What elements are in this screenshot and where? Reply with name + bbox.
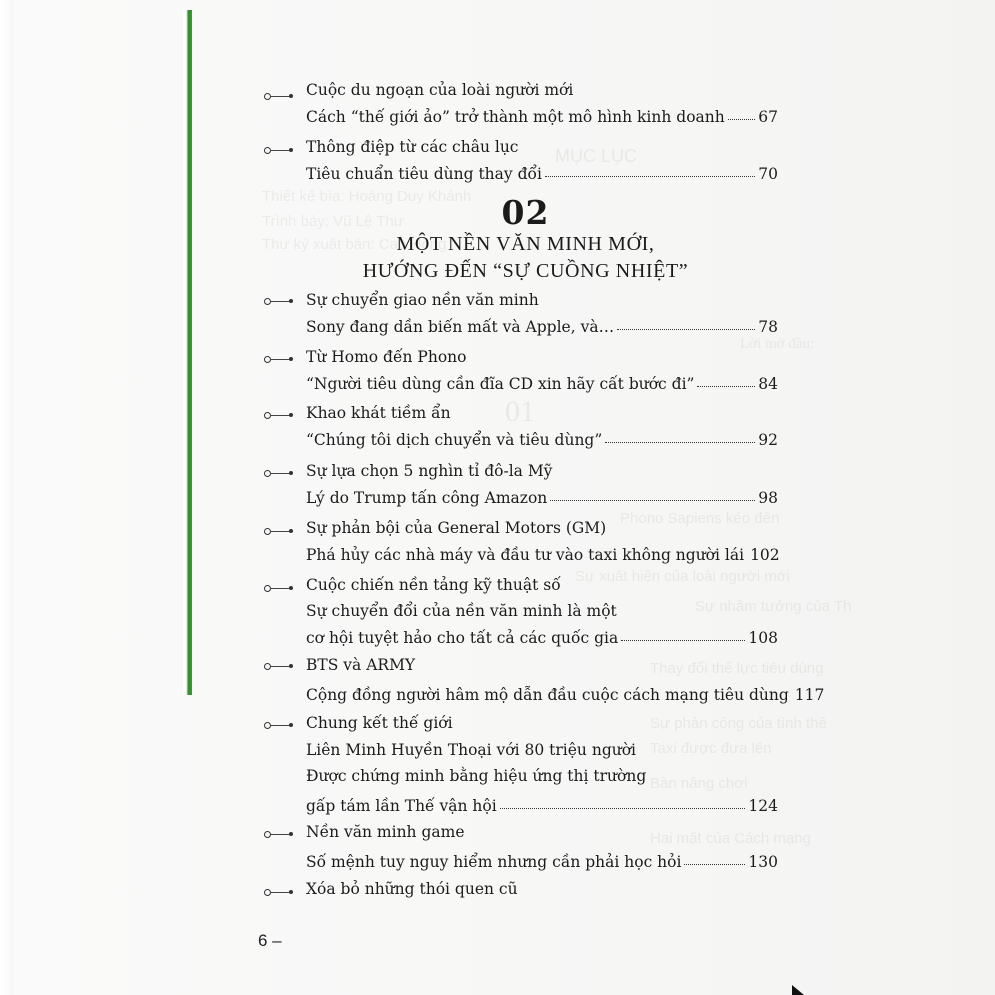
show-through-text: Thư ký xuất bản: Cao Hồng [262,236,447,253]
ring-line-dot-bullet-icon [264,93,298,101]
entry-line: Được chứng minh bằng hiệu ứng thị trường [306,767,647,785]
show-through-text: Phono Sapiens kéo đến [620,510,780,527]
entry-heading: Cuộc chiến nền tảng kỹ thuật số [306,576,561,594]
show-through-text: Trình bày: Vũ Lệ Thư [262,213,404,230]
entry-line[interactable]: cơ hội tuyệt hảo cho tất cả các quốc gia 108 [306,624,778,650]
entry-line: Liên Minh Huyền Thoại với 80 triệu người [306,741,637,759]
show-through-text: Sự nhầm tưởng của Th [695,598,852,615]
show-through-text: Sự phản công của tình thế [650,715,827,732]
entry-heading: BTS và ARMY [306,656,416,674]
entry-line[interactable]: Tiêu chuẩn tiêu dùng thay đổi 70 [306,160,778,186]
entry-line[interactable]: “Chúng tôi dịch chuyển và tiêu dùng” 92 [306,426,778,452]
page-number: 124 [748,797,778,815]
chapter-title-line-2: HƯỚNG ĐẾN “SỰ CUỒNG NHIỆT” [362,260,689,282]
page-number: 108 [748,629,778,647]
show-through-text: 01 [505,395,535,428]
entry-heading: Xóa bỏ những thói quen cũ [306,880,518,898]
ring-line-dot-bullet-icon [264,722,298,730]
ring-line-dot-bullet-icon [264,412,298,420]
entry-line[interactable]: gấp tám lần Thế vận hội 124 [306,792,778,818]
corner-mark [792,985,804,995]
dot-leader [621,622,745,641]
entry-heading: Nền văn minh game [306,823,465,841]
ring-line-dot-bullet-icon [264,663,298,671]
page-number: 92 [758,431,778,449]
show-through-text: Hai mặt của Cách mạng [650,830,811,847]
page-folio: 6 – [258,931,282,950]
ring-line-dot-bullet-icon [264,528,298,536]
entry-line[interactable]: Sony đang dần biến mất và Apple, và… 78 [306,313,778,339]
page-edge [0,0,14,995]
entry-line[interactable]: Phá hủy các nhà máy và đầu tư vào taxi không người lái 102 [306,541,778,567]
dot-leader [684,846,745,865]
entry-heading: Sự chuyển giao nền văn minh [306,291,539,309]
page-number: 98 [758,489,778,507]
show-through-text: MỤC LỤC [555,146,638,166]
show-through-text: Taxi được đưa lên [650,740,772,757]
entry-heading: Sự lựa chọn 5 nghìn tỉ đô-la Mỹ [306,462,553,480]
dot-leader [728,101,756,120]
entry-line[interactable]: “Người tiêu dùng cần đĩa CD xin hãy cất bước đi” 84 [306,370,778,396]
entry-line[interactable]: Cách “thế giới ảo” trở thành một mô hình kinh doanh 67 [306,103,778,129]
page-number: 78 [758,318,778,336]
entry-line[interactable]: Lý do Trump tấn công Amazon 98 [306,484,778,510]
page-number: 130 [748,853,778,871]
entry-heading: Cuộc du ngoạn của loài người mới [306,81,574,99]
entry-line[interactable]: Số mệnh tuy nguy hiểm nhưng cần phải học hỏi 130 [306,848,778,874]
entry-line[interactable]: Cộng đồng người hâm mộ dẫn đầu cuộc cách mạng tiêu dùng 117 [306,681,778,707]
ring-line-dot-bullet-icon [264,889,298,897]
page-number: 102 [750,546,780,564]
dot-leader [550,482,755,501]
ring-line-dot-bullet-icon [264,831,298,839]
chapter-number: 02 [501,193,550,232]
entry-heading: Khao khát tiềm ẩn [306,404,451,422]
entry-line: Sự chuyển đổi của nền văn minh là một [306,602,617,620]
ring-line-dot-bullet-icon [264,585,298,593]
ring-line-dot-bullet-icon [264,298,298,306]
entry-heading: Chung kết thế giới [306,714,453,732]
green-spine-strip [183,10,192,695]
show-through-text: Thay đổi thể lực tiêu dùng [650,660,824,677]
show-through-text: Sự xuất hiện của loài người mới [575,568,790,585]
ring-line-dot-bullet-icon [264,147,298,155]
page-number: 67 [758,108,778,126]
entry-heading: Sự phản bội của General Motors (GM) [306,519,607,537]
show-through-text: Lời mở đầu: [740,336,815,352]
page-number: 117 [794,686,825,704]
dot-leader [605,424,755,443]
entry-heading: Từ Homo đến Phono [306,348,467,366]
dot-leader [617,311,755,330]
dot-leader [545,158,755,177]
dot-leader [697,368,755,387]
show-through-text: Thiết kế bìa: Hoàng Duy Khánh [262,188,472,205]
page-number: 70 [758,165,778,183]
page-number: 84 [758,375,778,393]
ring-line-dot-bullet-icon [264,356,298,364]
dot-leader [500,790,746,809]
show-through-text: Bàn nâng chơi [650,775,748,792]
entry-heading: Thông điệp từ các châu lục [306,138,519,156]
ring-line-dot-bullet-icon [264,470,298,478]
chapter-title-line-1: MỘT NỀN VĂN MINH MỚI, [396,233,655,255]
